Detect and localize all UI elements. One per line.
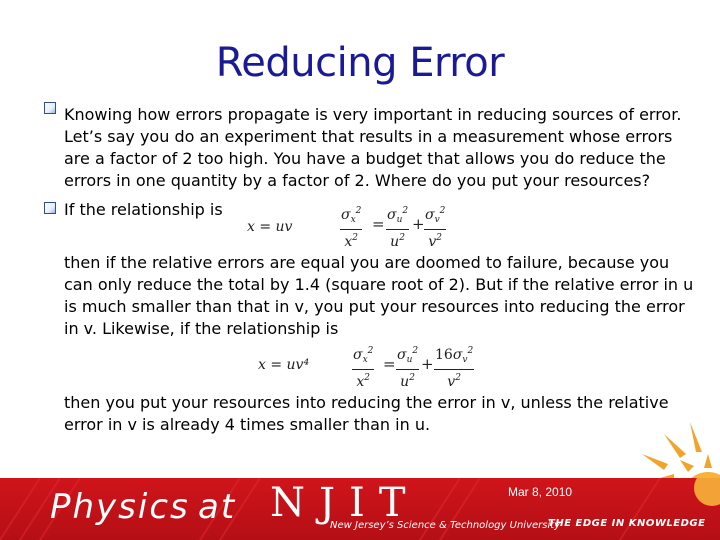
equation-2-fraction-x: $\frac{\sigma_x^2}{x^2}$ xyxy=(352,343,374,391)
sun-overlay-icon xyxy=(690,478,720,540)
equation-1-lhs: x = uv xyxy=(247,219,293,235)
footer-physics: Physics xyxy=(50,487,190,527)
paragraph-3 xyxy=(64,392,694,436)
slide-title: Reducing Error xyxy=(215,40,505,86)
equals-sign: = xyxy=(383,355,396,373)
plus-sign: + xyxy=(421,355,434,373)
paragraph-2 xyxy=(64,252,694,340)
equation-1-fraction-v: $\frac{\sigma_v^2}{v^2}$ xyxy=(424,203,446,251)
bullet-text-1 xyxy=(64,104,694,192)
equation-2-fraction-u: $\frac{\sigma_u^2}{u^2}$ xyxy=(396,343,419,391)
equation-1-fraction-x: $\frac{\sigma_x^2}{x^2}$ xyxy=(340,203,362,251)
footer-tagline: New Jersey’s Science & Technology University xyxy=(330,520,561,531)
coefficient-16: 16 xyxy=(435,347,453,363)
paragraph-3-text: then you put your resources into reducing the error in v, unless the relative error in v is already 4 times smaller than in u. xyxy=(64,393,669,434)
equation-2-fraction-v: $\frac{16\sigma_v^2}{v^2}$ xyxy=(434,343,474,391)
equals-sign: = xyxy=(372,215,385,233)
footer-date: Mar 8, 2010 xyxy=(508,485,573,499)
plus-sign: + xyxy=(412,215,425,233)
footer-njit-logo: NJIT xyxy=(270,480,420,526)
equation-1-fraction-u: $\frac{\sigma_u^2}{u^2}$ xyxy=(386,203,409,251)
equation-2-lhs: x = uv⁴ xyxy=(258,357,310,373)
footer-edge: THE EDGE IN KNOWLEDGE xyxy=(548,518,706,529)
bullet-icon xyxy=(44,102,56,114)
footer-at: at xyxy=(198,487,237,527)
paragraph-2-text: then if the relative errors are equal you are doomed to failure, because you can only reduce the total by 1.4 (square root of 2). But if the relative error in u is much smaller than that in v, you put your resources into reducing the error in v. Likewise, if the relationship is xyxy=(64,253,694,338)
bullet-1-text: Knowing how errors propagate is very important in reducing sources of error. Let’s say you do an experiment that results in a measurement whose errors are a factor of 2 too high. You have a budget that allows you do reduce the errors in one quantity by a factor of 2. Where do you put your resources? xyxy=(64,105,682,190)
bullet-2-text: If the relationship is xyxy=(64,200,223,219)
bullet-icon xyxy=(44,202,56,214)
